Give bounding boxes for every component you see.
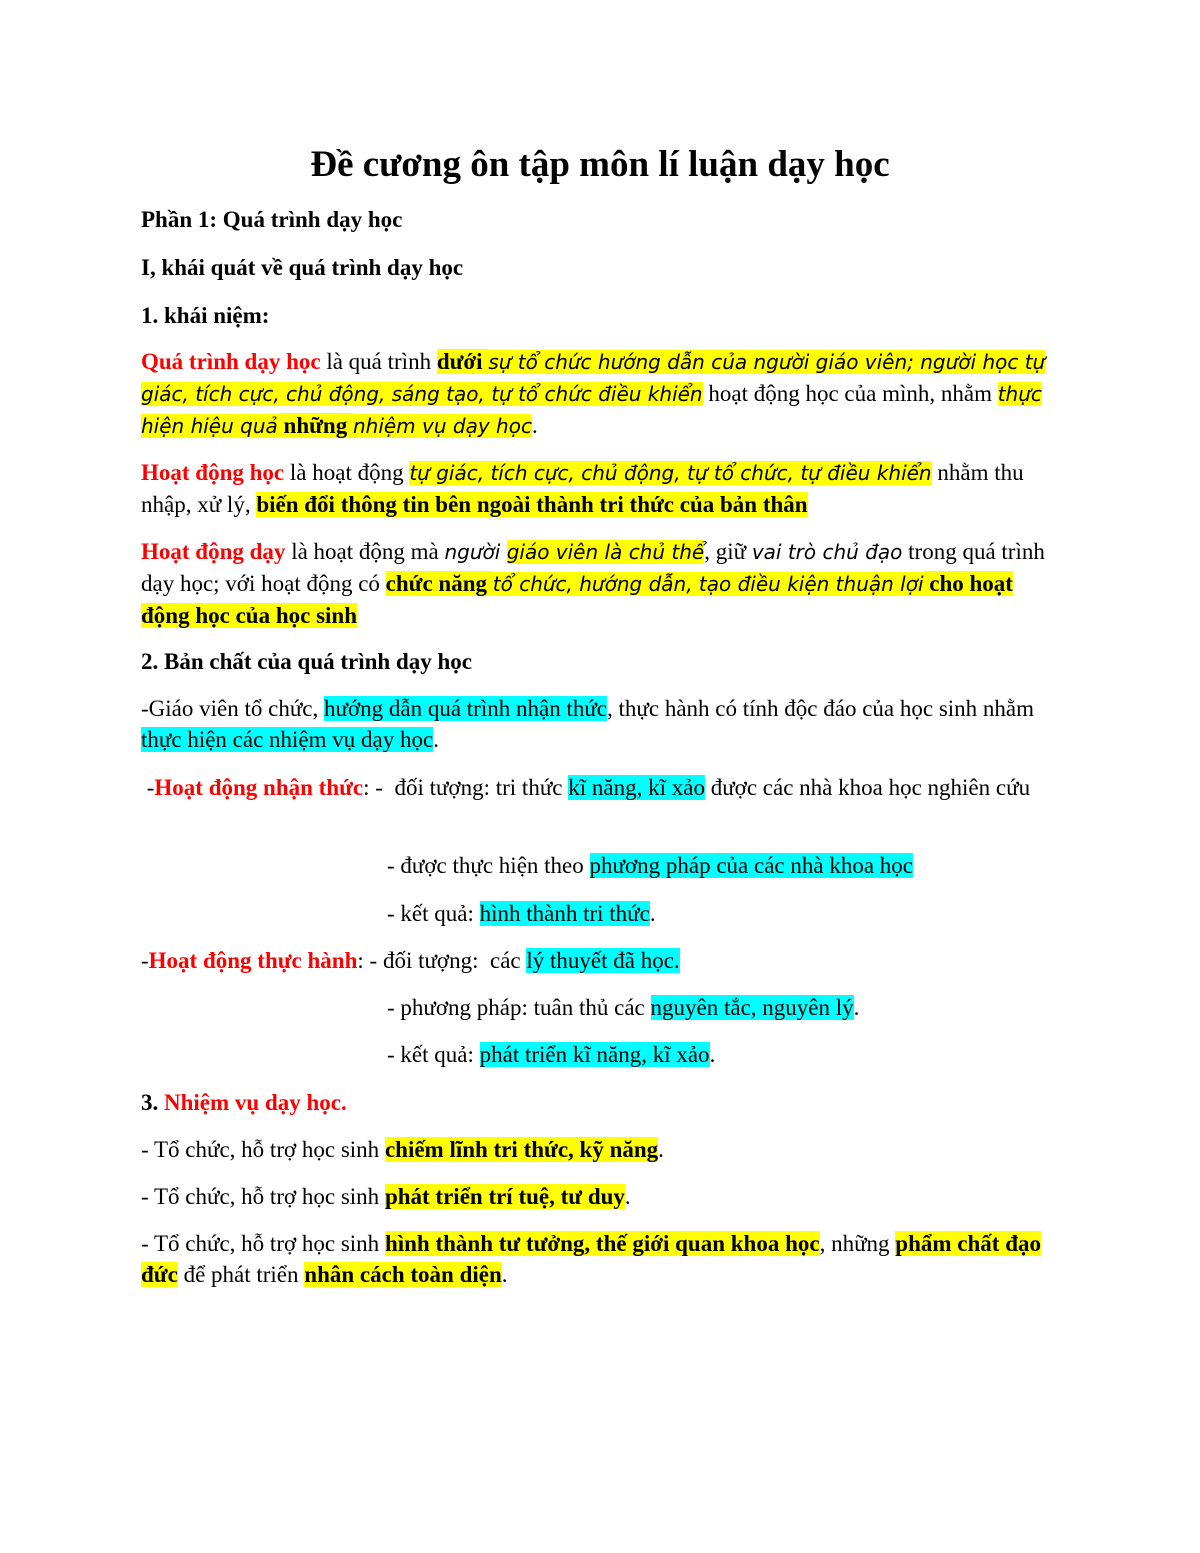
highlight: hướng dẫn quá trình nhận thức (324, 696, 608, 721)
term-teaching-activity: Hoạt động dạy (141, 539, 286, 564)
subsection-essence: 2. Bản chất của quá trình dạy học (141, 649, 473, 674)
subsection-concept: 1. khái niệm: (141, 303, 270, 328)
term-learning-activity: Hoạt động học (141, 460, 285, 485)
highlight: biến đổi thông tin bên ngoài thành tri thức của bản thân (256, 492, 808, 517)
highlight: sự tổ chức hướng dẫn của người giáo viên; người học tự giác, tích cực, chủ động, sáng tạo, tự tổ chức điều khiển (141, 350, 1046, 406)
highlight: tự giác, tích cực, chủ động, tự tổ chức, tự điều khiển (409, 461, 932, 485)
highlight: thực hiện các nhiệm vụ dạy học (141, 727, 434, 752)
task-item: - Tổ chức, hỗ trợ học sinh phát triển trí tuệ, tư duy. (141, 1184, 631, 1209)
term-cognitive-activity: Hoạt động nhận thức (154, 775, 364, 800)
cognitive-method: - được thực hiện theo phương pháp của các nhà khoa học (387, 853, 914, 878)
highlight: phẩm chất đạo đức (141, 1231, 1041, 1287)
essence-paragraph: -Giáo viên tổ chức, hướng dẫn quá trình nhận thức, thực hành có tính độc đáo của học sinh nhằm thực hiện các nhiệm vụ dạy học. (141, 696, 1035, 752)
highlight: những (277, 413, 353, 438)
cognitive-activity: -Hoạt động nhận thức: - đối tượng: tri thức kĩ năng, kĩ xảo được các nhà khoa học nghiên cứu (141, 775, 1031, 800)
highlight: nhân cách toàn diện (304, 1262, 502, 1287)
subsection-tasks: 3. Nhiệm vụ dạy học. (141, 1090, 347, 1115)
highlight: nhiệm vụ dạy học (352, 414, 532, 438)
highlight: dưới (436, 349, 489, 374)
highlight: chức năng (385, 571, 493, 596)
practice-activity: -Hoạt động thực hành: - đối tượng: các lý thuyết đã học. (141, 948, 680, 973)
section-heading: I, khái quát về quá trình dạy học (141, 255, 464, 280)
task-item: - Tổ chức, hỗ trợ học sinh hình thành tư tưởng, thế giới quan khoa học, những phẩm chất đạo đức để phát triển nhân cách toàn diện. (141, 1231, 1041, 1287)
highlight: lý thuyết đã học. (526, 948, 680, 973)
task-item: - Tổ chức, hỗ trợ học sinh chiếm lĩnh tri thức, kỹ năng. (141, 1137, 664, 1162)
definition-learning-activity: Hoạt động học là hoạt động tự giác, tích cực, chủ động, tự tổ chức, tự điều khiển nhằm thu nhập, xử lý, biến đổi thông tin bên ngoài thành tri thức của bản thân (141, 460, 1024, 517)
highlight: phương pháp của các nhà khoa học (589, 853, 914, 878)
highlight: hình thành tri thức (479, 901, 650, 926)
highlight: tổ chức, hướng dẫn, tạo điều kiện thuận lợi (492, 572, 924, 596)
highlight: giáo viên là chủ thể (506, 540, 705, 564)
practice-method: - phương pháp: tuân thủ các nguyên tắc, nguyên lý. (387, 995, 860, 1020)
practice-result: - kết quả: phát triển kĩ năng, kĩ xảo. (387, 1042, 716, 1067)
highlight: hình thành tư tưởng, thế giới quan khoa học (384, 1231, 820, 1256)
term-practice-activity: Hoạt động thực hành (148, 948, 358, 973)
highlight: kĩ năng, kĩ xảo (568, 775, 705, 800)
document-title: Đề cương ôn tập môn lí luận dạy học (310, 144, 890, 185)
highlight: chiếm lĩnh tri thức, kỹ năng (384, 1137, 659, 1162)
definition-teaching-activity: Hoạt động dạy là hoạt động mà người giáo viên là chủ thể, giữ vai trò chủ đạo trong quá trình dạy học; với hoạt động có chức năng tổ chức, hướng dẫn, tạo điều kiện thuận lợi cho hoạt động học của học sinh (141, 539, 1045, 628)
highlight: nguyên tắc, nguyên lý (650, 995, 854, 1020)
highlight: thực hiện hiệu quả (141, 382, 1042, 438)
cognitive-result: - kết quả: hình thành tri thức. (387, 901, 656, 926)
highlight: cho hoạt động học của học sinh (141, 571, 1013, 628)
highlight: phát triển kĩ năng, kĩ xảo (479, 1042, 710, 1067)
part-heading: Phần 1: Quá trình dạy học (141, 207, 403, 232)
term-teaching-process: Quá trình dạy học (141, 349, 321, 374)
definition-teaching-process: Quá trình dạy học là quá trình dưới sự tổ chức hướng dẫn của người giáo viên; người học tự giác, tích cực, chủ động, sáng tạo, tự tổ chức điều khiển hoạt động học của mình, nhằm thực hiện hiệu quả những nhiệm vụ dạy học. (141, 349, 1046, 438)
highlight: phát triển trí tuệ, tư duy (384, 1184, 625, 1209)
